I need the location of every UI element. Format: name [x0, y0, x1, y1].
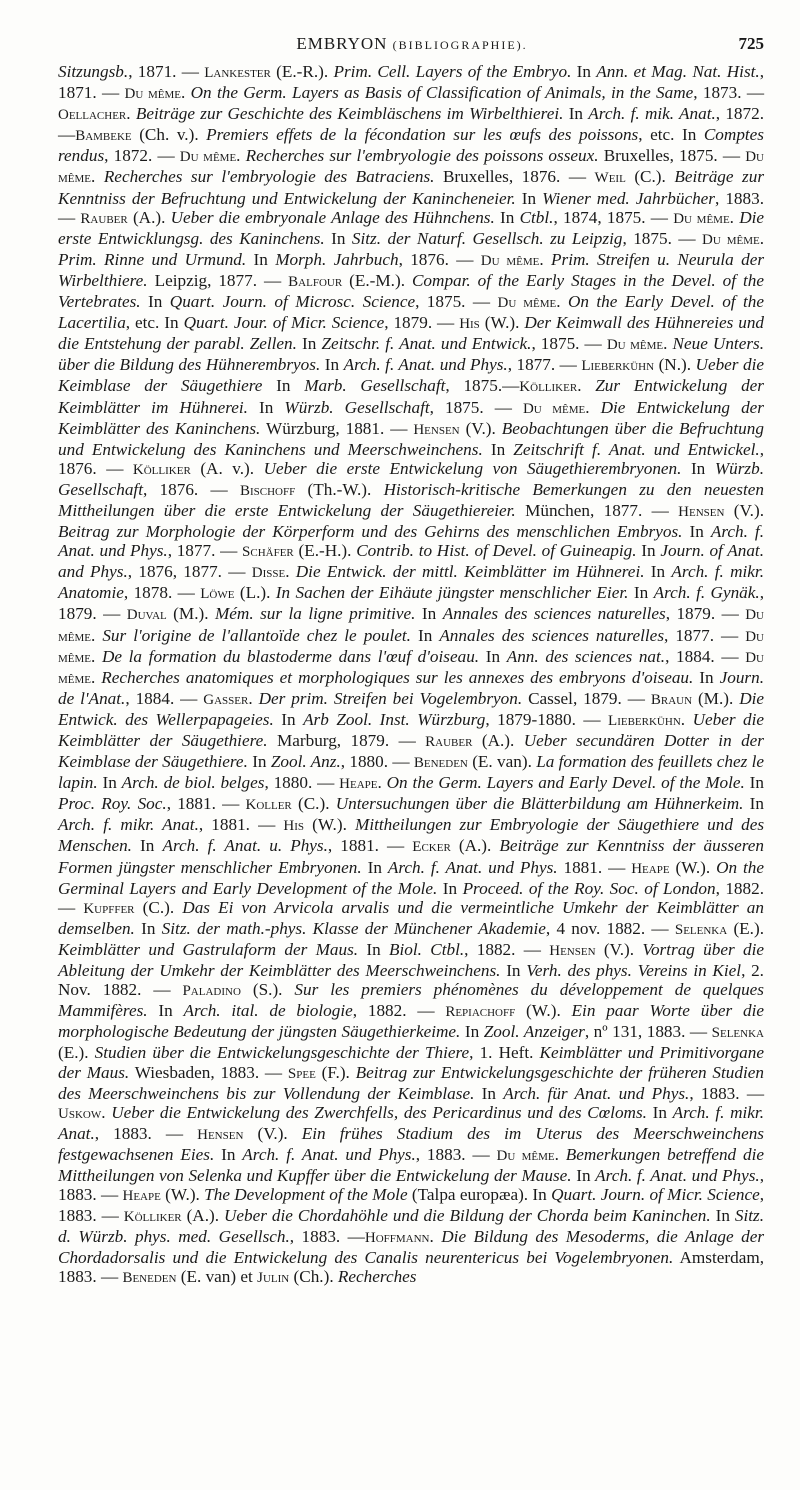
running-title-main: EMBRYON	[296, 34, 388, 53]
running-head	[60, 34, 764, 56]
running-title	[60, 34, 764, 54]
running-title-sub: (BIBLIOGRAPHIE).	[392, 38, 528, 52]
page-number: 725	[738, 34, 764, 53]
bibliography-text: Sitzungsb., 1871. — Lankester (E.-R.). Prim. Cell. Layers of the Embryo. In Ann. et Mag. Nat. Hist., 1871. — Du même. On the Germ. Layers as Basis of Classification of Animals, in the Same, 1873. — Oellacher. Beiträge zur Geschichte des Keimbläschens im Wirbelthierei. In Arch. f. mik. Anat., 1872.—Bambeke (Ch. v.). Premiers effets de la fécondation sur les œufs des poissons, etc. In Comptes rendus, 1872. — Du même. Recherches sur l'embryologie des poissons osseux. Bruxelles, 1875. — Du même. Recherches sur l'embryologie des Batraciens. Bruxelles, 1876. — Weil (C.). Beiträge zur Kenntniss der Befruchtung und Entwickelung der Kanincheneier. In Wiener med. Jahrbücher, 1883. — Rauber (A.). Ueber die embryonale Anlage des Hühnchens. In Ctbl., 1874, 1875. — Du même. Die erste Entwicklungsg. des Kaninchens. In Sitz. der Naturf. Gesellsch. zu Leipzig, 1875. — Du même. Prim. Rinne und Urmund. In Morph. Jahrbuch, 1876. — Du même. Prim. Streifen u. Neurula der Wirbelthiere. Leipzig, 1877. — Balfour (E.-M.). Compar. of the Early Stages in the Devel. of the Vertebrates. In Quart. Journ. of Microsc. Science, 1875. — Du même. On the Early Devel. of the Lacertilia, etc. In Quart. Jour. of Micr. Science, 1879. — His (W.). Der Keimwall des Hühnereies und die Entstehung der parabl. Zellen. In Zeitschr. f. Anat. und Entwick., 1875. — Du même. Neue Unters. über die Bildung des Hühnerembryos. In Arch. f. Anat. und Phys., 1877. — Lieberkühn (N.). Ueber die Keimblase der Säugethiere In Marb. Gesellschaft, 1875.—Kölliker. Zur Entwickelung der Keimblätter im Hühnerei. In Würzb. Gesellschaft, 1875. — Du même. Die Entwickelung der Keimblätter des Kaninchens. Würzburg, 1881. — Hensen (V.). Beobachtungen über die Befruchtung und Entwickelung des Kaninchens und Meerschweinchens. In Zeitschrift f. Anat. und Entwickel., 1876. — Kölliker (A. v.). Ueber die erste Entwickelung von Säugethierembryonen. In Würzb. Gesellschaft, 1876. — Bischoff (Th.-W.). Historisch-kritische Bemerkungen zu den neuesten Mittheilungen über die erste Entwickelung der Säugethiereier. München, 1877. — Hensen (V.). Beitrag zur Morphologie der Körperform und des Gehirns des menschlichen Embryos. In Arch. f. Anat. und Phys., 1877. — Schäfer (E.-H.). Contrib. to Hist. of Devel. of Guineapig. In Journ. of Anat. and Phys., 1876, 1877. — Disse. Die Entwick. der mittl. Keimblätter im Hühnerei. In Arch. f. mikr. Anatomie, 1878. — Löwe (L.). In Sachen der Eihäute jüngster menschlicher Eier. In Arch. f. Gynäk., 1879. — Duval (M.). Mém. sur la ligne primitive. In Annales des sciences naturelles, 1879. — Du même. Sur l'origine de l'allantoïde chez le poulet. In Annales des sciences naturelles, 1877. — Du même. De la formation du blastoderme dans l'œuf d'oiseau. In Ann. des sciences nat., 1884. — Du même. Recherches anatomiques et morphologiques sur les annexes des embryons d'oiseau. In Journ. de l'Anat., 1884. — Gasser. Der prim. Streifen bei Vogelembryon. Cassel, 1879. — Braun (M.). Die Entwick. des Wellerpapageies. In Arb Zool. Inst. Würzburg, 1879-1880. — Lieberkühn. Ueber die Keimblätter der Säugethiere. Marburg, 1879. — Rauber (A.). Ueber secundären Dotter in der Keimblase der Säugethiere. In Zool. Anz., 1880. — Beneden (E. van). La formation des feuillets chez le lapin. In Arch. de biol. belges, 1880. — Heape. On the Germ. Layers and Early Devel. of the Mole. In Proc. Roy. Soc., 1881. — Koller (C.). Untersuchungen über die Blätterbildung am Hühnerkeim. In Arch. f. mikr. Anat., 1881. — His (W.). Mittheilungen zur Embryologie der Säugethiere und des Menschen. In Arch. f. Anat. u. Phys., 1881. — Ecker (A.). Beiträge zur Kenntniss der äusseren Formen jüngster menschlicher Embryonen. In Arch. f. Anat. und Phys. 1881. — Heape (W.). On the Germinal Layers and Early Development of the Mole. In Proceed. of the Roy. Soc. of London, 1882. — Kupffer (C.). Das Ei von Arvicola arvalis und die vermeintliche Umkehr der Keimblätter an demselben. In Sitz. der math.-phys. Klasse der Münchener Akademie, 4 nov. 1882. — Selenka (E.). Keimblätter und Gastrulaform der Maus. In Biol. Ctbl., 1882. — Hensen (V.). Vortrag über die Ableitung der Umkehr der Keimblätter des Meerschweinchens. In Verh. des phys. Vereins in Kiel, 2. Nov. 1882. — Paladino (S.). Sur les premiers phénomènes du développement de quelques Mammifères. In Arch. ital. de biologie, 1882. — Repiachoff (W.). Ein paar Worte über die morphologische Bedeutung der jüngsten Säugethierkeime. In Zool. Anzeiger, nº 131, 1883. — Selenka (E.). Studien über die Entwickelungsgeschichte der Thiere, 1. Heft. Keimblätter und Primitivorgane der Maus. Wiesbaden, 1883. — Spee (F.). Beitrag zur Entwickelungsgeschichte der früheren Studien des Meerschweinchens bis zur Vollendung der Keimblase. In Arch. für Anat. und Phys., 1883. — Uskow. Ueber die Entwickelung des Zwerchfells, des Pericardinus und des Cœloms. In Arch. f. mikr. Anat., 1883. — Hensen (V.). Ein frühes Stadium des im Uterus des Meerschweinchens festgewachsenen Eies. In Arch. f. Anat. und Phys., 1883. — Du même. Bemerkungen betreffend die Mittheilungen von Selenka und Kupffer über die Entwickelung der Mause. In Arch. f. Anat. und Phys., 1883. — Heape (W.). The Development of the Mole (Talpa europæa). In Quart. Journ. of Micr. Science, 1883. — Kölliker (A.). Ueber die Chordahöhle und die Bildung der Chorda beim Kaninchen. In Sitz. d. Würzb. phys. med. Gesellsch., 1883. —Hoffmann. Die Bildung des Mesoderms, die Anlage der Chordadorsalis und die Entwickelung des Canalis neurentericus bei Vogelembryonen. Amsterdam, 1883. — Beneden (E. van) et Julin (Ch.). Recherches	[58, 62, 765, 1287]
